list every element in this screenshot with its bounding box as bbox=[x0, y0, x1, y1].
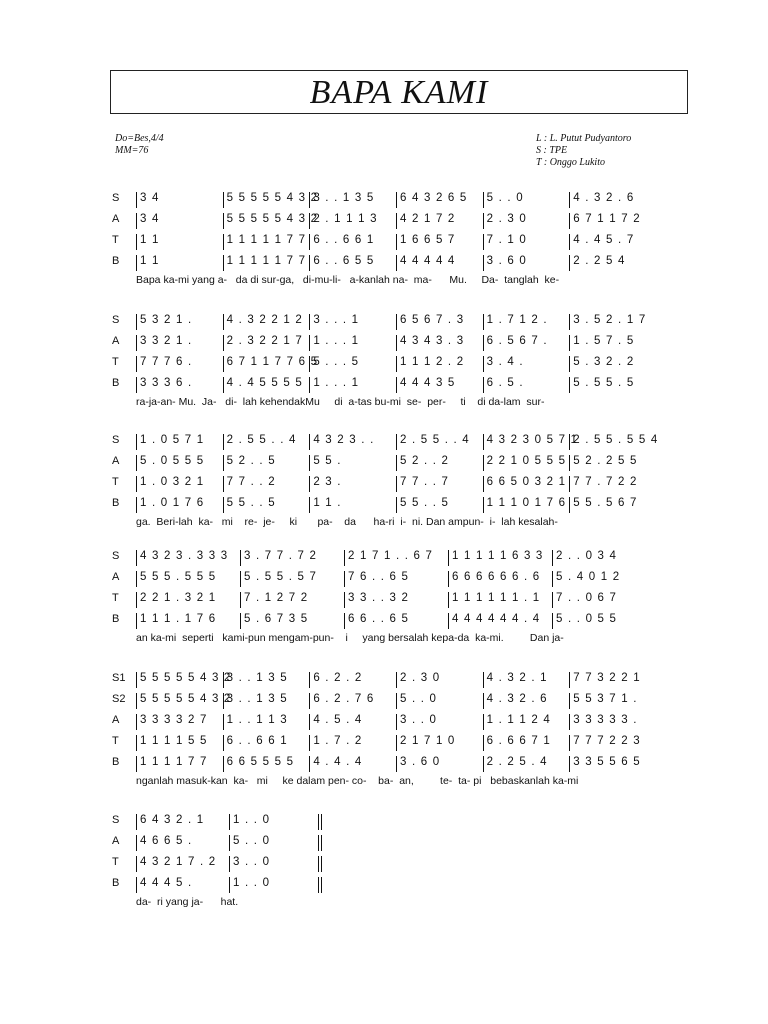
measure: 6 . 6 6 7 1 bbox=[483, 735, 570, 751]
measure: 6 7 1 1 7 7 6 5 bbox=[223, 356, 310, 372]
voice-row bbox=[112, 712, 656, 733]
voice-label: S bbox=[112, 550, 120, 562]
voice-label: T bbox=[112, 735, 119, 747]
lyrics-line: ra-ja-an- Mu. Ja- di- lah kehendakMu di a-tas bu-mi se- per- ti di da-lam sur- bbox=[136, 396, 545, 408]
measure: 3 . . 1 3 5 bbox=[223, 693, 310, 709]
voice-label: S bbox=[112, 314, 120, 326]
measure: 5 5 . . 5 bbox=[396, 497, 483, 513]
measure: 2 . 3 0 bbox=[396, 672, 483, 688]
measure: 7 6 . . 6 5 bbox=[344, 571, 448, 587]
measure: 1 . 0 5 7 1 bbox=[136, 434, 223, 450]
voice-row bbox=[112, 375, 656, 396]
measure: 1 1 bbox=[136, 234, 223, 250]
measure: 1 . 7 1 2 . bbox=[483, 314, 570, 330]
voice-row bbox=[112, 453, 656, 474]
measure: 2 . 2 5 . 4 bbox=[483, 756, 570, 772]
voice-label: B bbox=[112, 377, 120, 389]
measure: 5 . 0 5 5 5 bbox=[136, 455, 223, 471]
measure: 5 2 . 2 5 5 bbox=[569, 455, 656, 471]
measure: 3 3 5 5 6 5 bbox=[569, 756, 656, 772]
voice-label: B bbox=[112, 497, 120, 509]
measure: 4 . 3 2 . 6 bbox=[483, 693, 570, 709]
measure: 6 . . 6 6 1 bbox=[223, 735, 310, 751]
measure: 1 1 1 1 7 7 bbox=[136, 756, 223, 772]
lyrics-line: an ka-mi seperti kami-pun mengam-pun- i yang bersalah kepa-da ka-mi. Dan ja- bbox=[136, 632, 564, 644]
measure: 5 . 3 2 . 2 bbox=[569, 356, 656, 372]
measure: 7 7 3 2 2 1 bbox=[569, 672, 656, 688]
voice-label: B bbox=[112, 877, 120, 889]
voice-row bbox=[112, 754, 656, 775]
measure: 5 . 6 7 3 5 bbox=[240, 613, 344, 629]
measure: 6 4 3 2 . 1 bbox=[136, 814, 229, 830]
measure: 4 3 4 3 . 3 bbox=[396, 335, 483, 351]
measure: 1 1 1 2 . 2 bbox=[396, 356, 483, 372]
voice-label: B bbox=[112, 613, 120, 625]
score-credit: S : TPE bbox=[536, 145, 568, 156]
voice-row bbox=[112, 495, 656, 516]
measure: 5 5 5 5 5 4 3 2 bbox=[223, 213, 310, 229]
measure: 6 . 2 . 2 bbox=[309, 672, 396, 688]
measure: 6 5 6 7 . 3 bbox=[396, 314, 483, 330]
voice-label: T bbox=[112, 356, 119, 368]
measure: 1 1 bbox=[136, 255, 223, 271]
voice-label: A bbox=[112, 455, 120, 467]
voice-label: A bbox=[112, 335, 120, 347]
voice-label: T bbox=[112, 476, 119, 488]
measure: 5 2 . . 2 bbox=[396, 455, 483, 471]
measure: 6 . . 6 6 1 bbox=[309, 234, 396, 250]
measure: 4 . 5 . 4 bbox=[309, 714, 396, 730]
measure: 7 7 7 2 2 3 bbox=[569, 735, 656, 751]
measure: 3 3 3 3 2 7 bbox=[136, 714, 223, 730]
voice-label: S bbox=[112, 192, 120, 204]
measure: 5 . . 0 bbox=[229, 835, 322, 851]
score-system bbox=[112, 812, 322, 912]
measure: 3 3 . . 3 2 bbox=[344, 592, 448, 608]
voice-row bbox=[112, 611, 656, 632]
voice-row bbox=[112, 474, 656, 495]
voice-row bbox=[112, 691, 656, 712]
measure: 1 1 1 1 5 5 bbox=[136, 735, 223, 751]
measure: 4 3 2 3 . 3 3 3 bbox=[136, 550, 240, 566]
voice-row bbox=[112, 670, 656, 691]
measure: 5 . 4 0 1 2 bbox=[552, 571, 656, 587]
measure: 1 . . 0 bbox=[229, 814, 322, 830]
measure: 1 . . 1 1 3 bbox=[223, 714, 310, 730]
measure: 3 . . 0 bbox=[229, 856, 322, 872]
voice-row bbox=[112, 548, 656, 569]
lyrics-line: nganlah masuk-kan ka- mi ke dalam pen- co- ba- an, te- ta- pi bebaskanlah ka-mi bbox=[136, 775, 579, 787]
measure: 4 2 1 7 2 bbox=[396, 213, 483, 229]
voice-row bbox=[112, 854, 322, 875]
score-system bbox=[112, 432, 659, 532]
measure: 6 . 5 6 7 . bbox=[483, 335, 570, 351]
measure: 4 . 4 5 5 5 5 bbox=[223, 377, 310, 393]
measure: 7 . . 0 6 7 bbox=[552, 592, 656, 608]
measure: 1 . . . 1 bbox=[309, 377, 396, 393]
measure: 3 3 3 6 . bbox=[136, 377, 223, 393]
voice-row bbox=[112, 812, 322, 833]
voice-label: S2 bbox=[112, 693, 126, 705]
voice-row bbox=[112, 232, 656, 253]
measure: 2 2 1 0 5 5 5 bbox=[483, 455, 570, 471]
measure: 3 . 4 . bbox=[483, 356, 570, 372]
measure: 4 4 4 5 . bbox=[136, 877, 229, 893]
lyrics-line: da- ri yang ja- hat. bbox=[136, 896, 239, 908]
voice-label: S1 bbox=[112, 672, 126, 684]
translation-credit: T : Onggo Lukito bbox=[536, 157, 605, 168]
voice-label: S bbox=[112, 814, 120, 826]
measure: 6 6 5 5 5 5 bbox=[223, 756, 310, 772]
measure: 7 7 . . 2 bbox=[223, 476, 310, 492]
voice-label: S bbox=[112, 434, 120, 446]
measure: 5 3 2 1 . bbox=[136, 314, 223, 330]
voice-row bbox=[112, 590, 656, 611]
measure: 1 . 0 1 7 6 bbox=[136, 497, 223, 513]
measure: 3 . . 0 bbox=[396, 714, 483, 730]
measure: 1 1 1 1 1 7 7 bbox=[223, 234, 310, 250]
measure: 2 . 1 1 1 3 bbox=[309, 213, 396, 229]
measure: 7 7 . . 7 bbox=[396, 476, 483, 492]
measure: 6 . . 6 5 5 bbox=[309, 255, 396, 271]
measure: 2 . 3 2 2 1 7 bbox=[223, 335, 310, 351]
measure: 1 . 0 3 2 1 bbox=[136, 476, 223, 492]
measure: 4 3 2 1 7 . 2 bbox=[136, 856, 229, 872]
measure: 6 6 5 0 3 2 1 bbox=[483, 476, 570, 492]
measure: 2 . 5 5 . 5 5 4 bbox=[569, 434, 656, 450]
measure: 5 5 . 5 6 7 bbox=[569, 497, 656, 513]
measure: 5 5 5 5 5 4 3 2 bbox=[136, 672, 223, 688]
measure: 7 7 7 6 . bbox=[136, 356, 223, 372]
voice-row bbox=[112, 875, 322, 896]
voice-row bbox=[112, 432, 659, 453]
measure: 1 . 7 . 2 bbox=[309, 735, 396, 751]
voice-label: A bbox=[112, 571, 120, 583]
measure: 4 6 6 5 . bbox=[136, 835, 229, 851]
measure: 2 . 5 5 . . 4 bbox=[223, 434, 310, 450]
voice-label: A bbox=[112, 213, 120, 225]
measure: 1 1 1 1 1 1 . 1 bbox=[448, 592, 552, 608]
measure: 4 4 4 3 5 bbox=[396, 377, 483, 393]
measure: 4 4 4 4 4 4 . 4 bbox=[448, 613, 552, 629]
measure: 1 1 1 . 1 7 6 bbox=[136, 613, 240, 629]
measure: 4 . 3 2 . 1 bbox=[483, 672, 570, 688]
measure: 5 . . 0 bbox=[396, 693, 483, 709]
measure: 3 4 bbox=[136, 192, 223, 208]
tempo-marking: MM=76 bbox=[115, 145, 149, 156]
voice-label: A bbox=[112, 714, 120, 726]
measure: 2 3 . bbox=[309, 476, 396, 492]
measure: 3 . . 1 3 5 bbox=[309, 192, 396, 208]
measure: 1 6 6 5 7 bbox=[396, 234, 483, 250]
measure: 2 . . 0 3 4 bbox=[552, 550, 656, 566]
measure: 1 1 1 1 1 7 7 bbox=[223, 255, 310, 271]
measure: 5 5 5 . 5 5 5 bbox=[136, 571, 240, 587]
measure: 5 5 . . 5 bbox=[223, 497, 310, 513]
measure: 4 . 3 2 . 6 bbox=[569, 192, 656, 208]
measure: 7 . 1 0 bbox=[483, 234, 570, 250]
voice-row bbox=[112, 253, 656, 274]
measure: 4 . 3 2 2 1 2 bbox=[223, 314, 310, 330]
voice-row bbox=[112, 733, 656, 754]
measure: 3 4 bbox=[136, 213, 223, 229]
measure: 2 1 7 1 0 bbox=[396, 735, 483, 751]
voice-row bbox=[112, 833, 322, 854]
key-signature: Do=Bes,4/4 bbox=[115, 133, 164, 144]
measure: 4 . 4 . 4 bbox=[309, 756, 396, 772]
measure: 5 . . . 5 bbox=[309, 356, 396, 372]
voice-label: T bbox=[112, 234, 119, 246]
lyrics-line: ga. Beri-lah ka- mi re- je- ki pa- da ha-ri i- ni. Dan ampun- i- lah kesalah- bbox=[136, 516, 558, 528]
measure: 2 1 7 1 . . 6 7 bbox=[344, 550, 448, 566]
measure: 3 . . . 1 bbox=[309, 314, 396, 330]
meta-left bbox=[115, 133, 164, 157]
measure: 5 5 5 5 5 4 3 2 bbox=[136, 693, 223, 709]
measure: 4 3 2 3 0 5 7 1 bbox=[483, 434, 570, 450]
score-system bbox=[112, 670, 656, 791]
voice-row bbox=[112, 211, 656, 232]
measure: 5 5 . bbox=[309, 455, 396, 471]
measure: 5 5 5 5 5 4 3 2 bbox=[223, 192, 310, 208]
voice-label: T bbox=[112, 856, 119, 868]
measure: 1 . . 0 bbox=[229, 877, 322, 893]
measure: 3 3 3 3 3 . bbox=[569, 714, 656, 730]
measure: 1 . 1 1 2 4 bbox=[483, 714, 570, 730]
voice-row bbox=[112, 354, 656, 375]
score-system bbox=[112, 190, 656, 290]
voice-row bbox=[112, 190, 656, 211]
voice-label: A bbox=[112, 835, 120, 847]
lyrics-credit: L : L. Putut Pudyantoro bbox=[536, 133, 632, 144]
measure: 4 3 2 3 . . bbox=[309, 434, 396, 450]
measure: 6 6 . . 6 5 bbox=[344, 613, 448, 629]
measure: 3 3 2 1 . bbox=[136, 335, 223, 351]
measure: 7 7 . 7 2 2 bbox=[569, 476, 656, 492]
measure: 5 . 5 5 . 5 7 bbox=[240, 571, 344, 587]
measure: 2 2 1 . 3 2 1 bbox=[136, 592, 240, 608]
voice-label: B bbox=[112, 255, 120, 267]
measure: 5 . 5 5 . 5 bbox=[569, 377, 656, 393]
measure: 6 6 6 6 6 6 . 6 bbox=[448, 571, 552, 587]
measure: 2 . 5 5 . . 4 bbox=[396, 434, 483, 450]
measure: 6 . 2 . 7 6 bbox=[309, 693, 396, 709]
measure: 2 . 3 0 bbox=[483, 213, 570, 229]
measure: 4 4 4 4 4 bbox=[396, 255, 483, 271]
measure: 7 . 1 2 7 2 bbox=[240, 592, 344, 608]
measure: 3 . 6 0 bbox=[483, 255, 570, 271]
measure: 1 1 1 0 1 7 6 bbox=[483, 497, 570, 513]
voice-label: T bbox=[112, 592, 119, 604]
song-title: BAPA KAMI bbox=[309, 74, 489, 111]
measure: 1 1 1 1 1 6 3 3 bbox=[448, 550, 552, 566]
measure: 6 7 1 1 7 2 bbox=[569, 213, 656, 229]
measure: 5 . . 0 bbox=[483, 192, 570, 208]
voice-row bbox=[112, 333, 656, 354]
lyrics-line: Bapa ka-mi yang a- da di sur-ga, di-mu-li- a-kanlah na- ma- Mu. Da- tanglah ke- bbox=[136, 274, 560, 286]
measure: 5 . . 0 5 5 bbox=[552, 613, 656, 629]
meta-right bbox=[536, 133, 631, 169]
measure: 5 2 . . 5 bbox=[223, 455, 310, 471]
measure: 4 . 4 5 . 7 bbox=[569, 234, 656, 250]
measure: 6 4 3 2 6 5 bbox=[396, 192, 483, 208]
voice-row bbox=[112, 569, 656, 590]
measure: 3 . 6 0 bbox=[396, 756, 483, 772]
score-system bbox=[112, 312, 656, 412]
voice-row bbox=[112, 312, 656, 333]
measure: 5 5 3 7 1 . bbox=[569, 693, 656, 709]
score-system bbox=[112, 548, 656, 648]
voice-label: B bbox=[112, 756, 120, 768]
measure: 1 1 . bbox=[309, 497, 396, 513]
measure: 3 . 7 7 . 7 2 bbox=[240, 550, 344, 566]
measure: 1 . 5 7 . 5 bbox=[569, 335, 656, 351]
measure: 6 . 5 . bbox=[483, 377, 570, 393]
measure: 3 . 5 2 . 1 7 bbox=[569, 314, 656, 330]
measure: 2 . 2 5 4 bbox=[569, 255, 656, 271]
measure: 3 . . 1 3 5 bbox=[223, 672, 310, 688]
measure: 1 . . . 1 bbox=[309, 335, 396, 351]
title-box bbox=[110, 70, 688, 114]
